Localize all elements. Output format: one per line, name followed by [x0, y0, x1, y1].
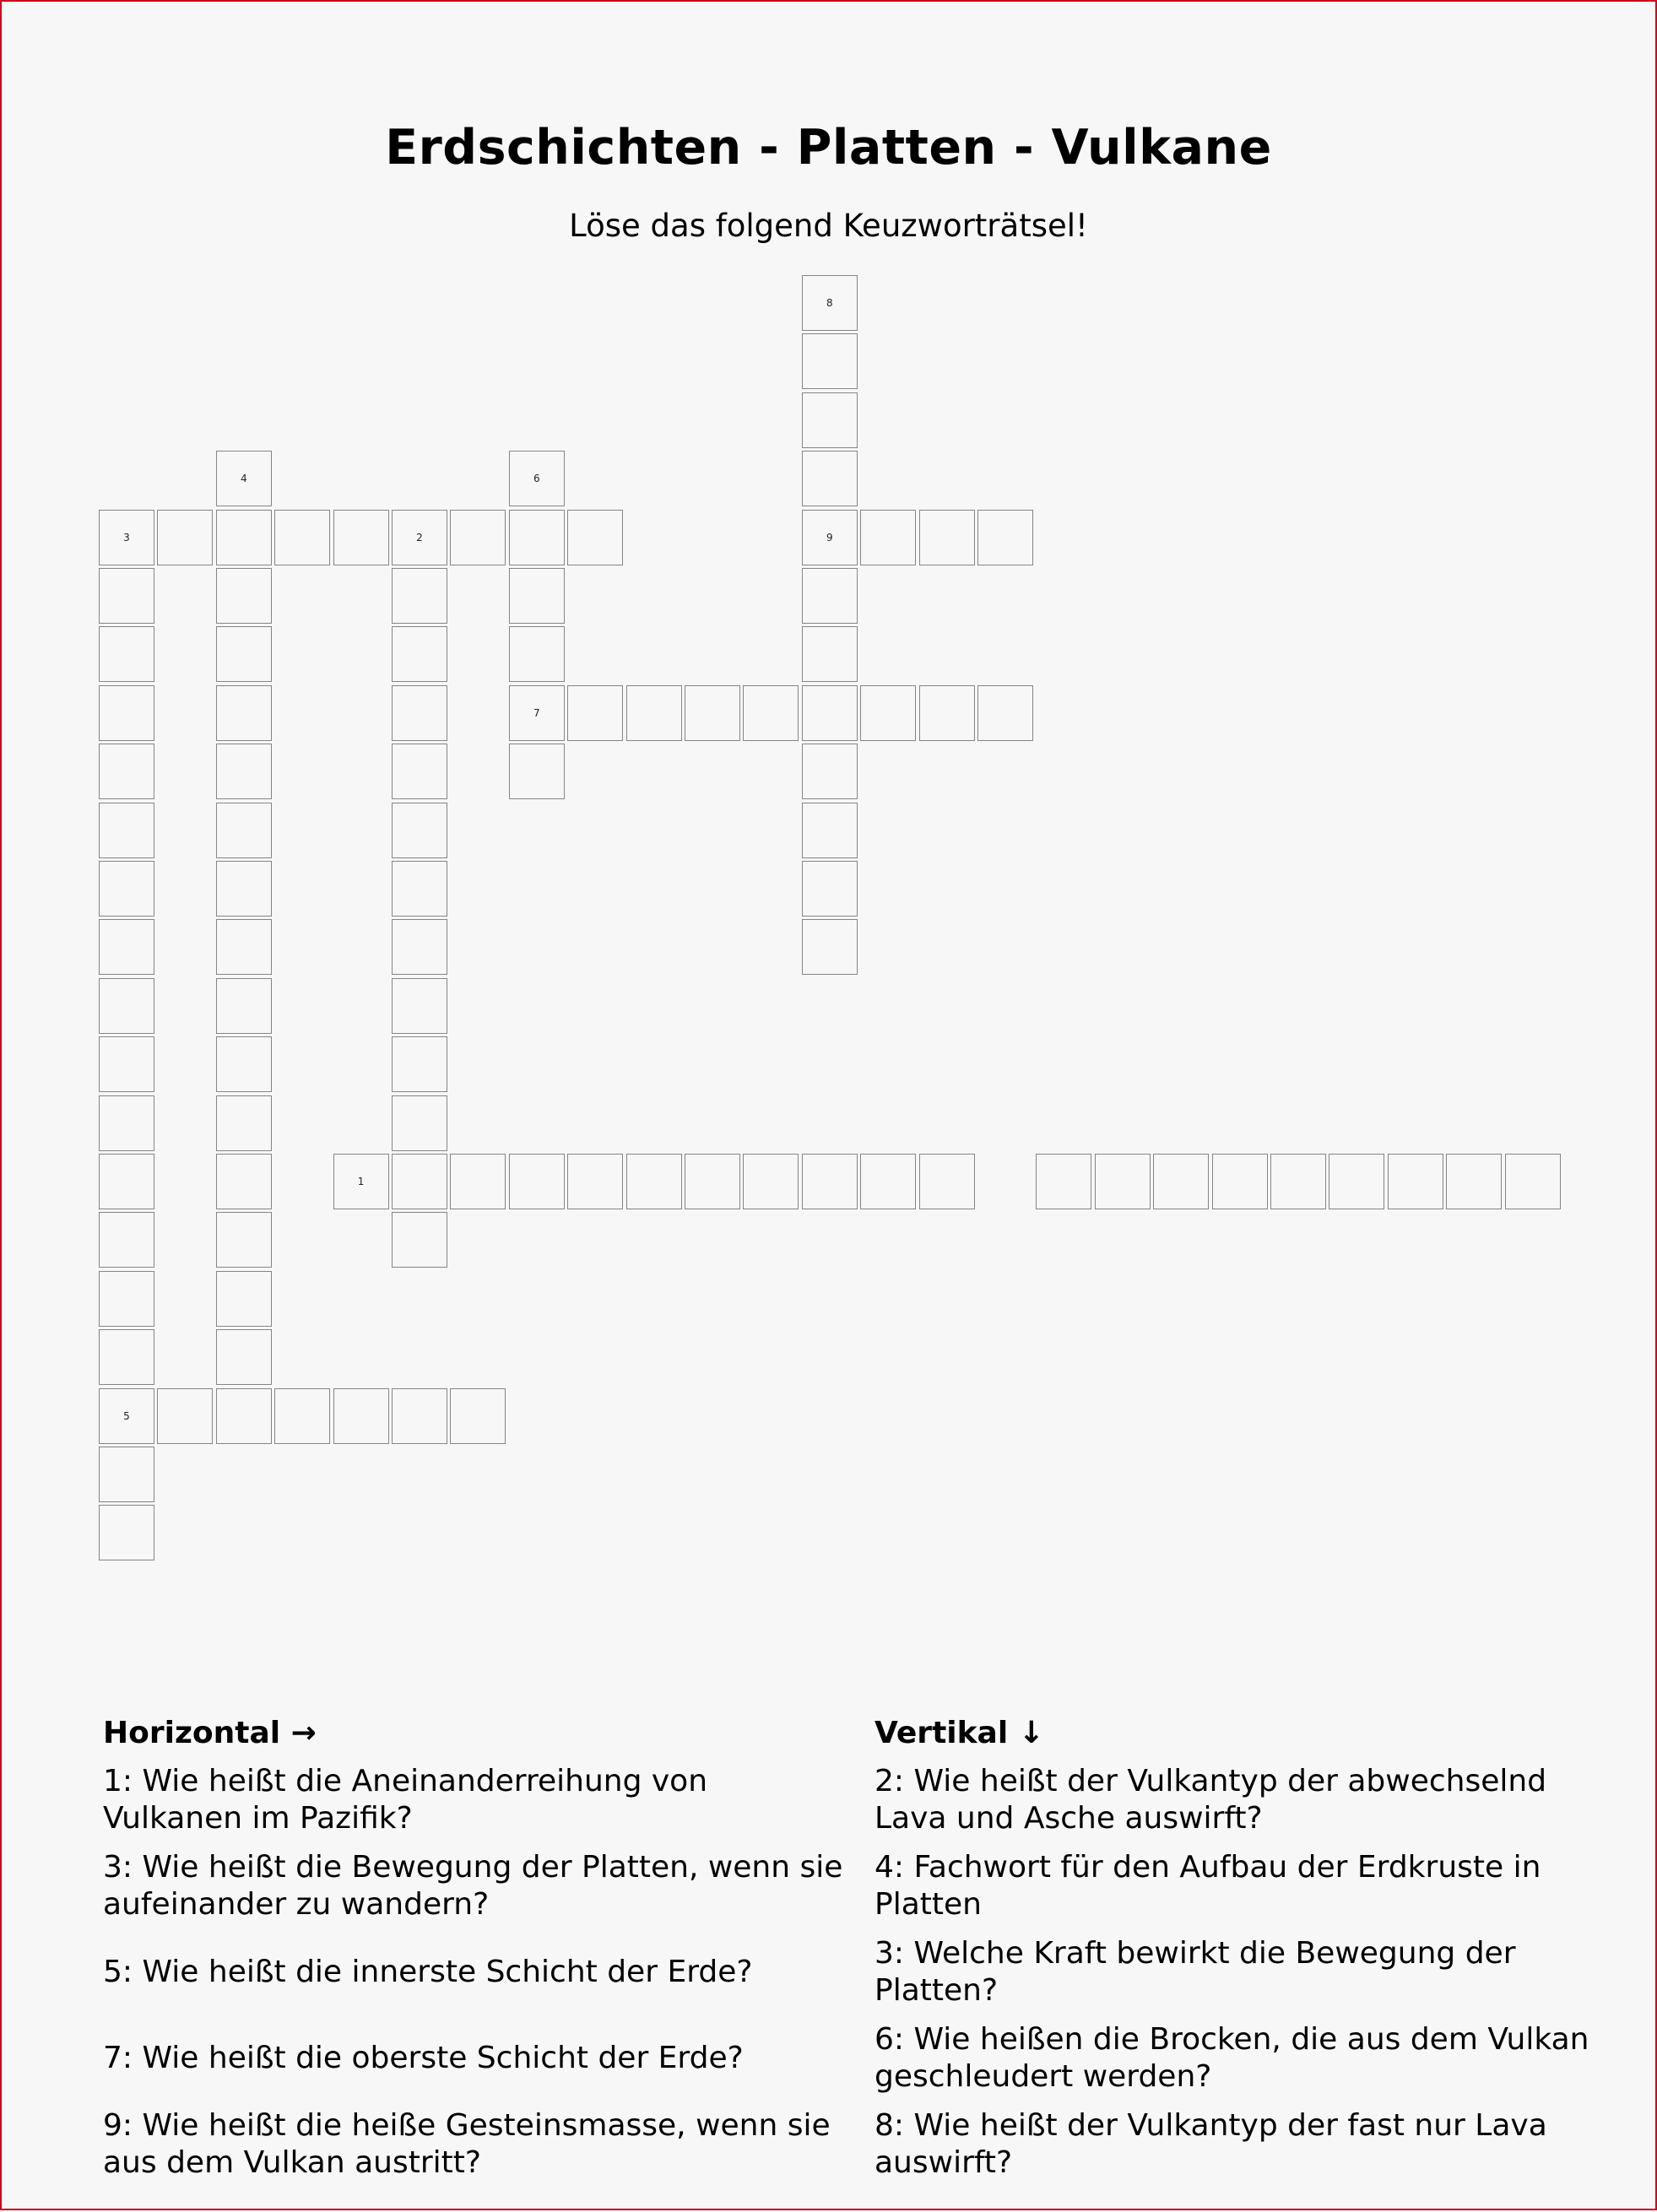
crossword-cell[interactable] [802, 510, 858, 565]
crossword-cell[interactable] [392, 803, 447, 858]
crossword-cell[interactable] [802, 275, 858, 331]
crossword-cell[interactable] [99, 919, 154, 975]
cell-number-8: 8 [826, 297, 833, 309]
crossword-cell[interactable] [802, 333, 858, 389]
crossword-cell[interactable] [685, 685, 740, 741]
crossword-cell[interactable] [99, 1447, 154, 1502]
crossword-cell[interactable] [1446, 1154, 1502, 1209]
clue-vertical-3: 3: Welche Kraft bewirkt die Bewegung der Platten? [875, 1936, 1516, 2008]
crossword-cell[interactable] [567, 1154, 623, 1209]
cell-number-7: 7 [533, 706, 540, 719]
crossword-cell[interactable] [392, 1212, 447, 1268]
crossword-cell[interactable] [509, 1154, 565, 1209]
crossword-cell[interactable] [99, 1271, 154, 1327]
crossword-cell[interactable] [216, 1329, 272, 1385]
crossword-cell[interactable] [216, 1271, 272, 1327]
crossword-cell[interactable] [802, 744, 858, 799]
crossword-cell[interactable] [157, 510, 213, 565]
clues-vertical [875, 1713, 1617, 2180]
crossword-cell[interactable] [1505, 1154, 1561, 1209]
clue-horizontal-3: 3: Wie heißt die Bewegung der Platten, wenn sie aufeinander zu wandern? [103, 1850, 843, 1922]
crossword-cell[interactable] [685, 1154, 740, 1209]
crossword-cell[interactable] [450, 1154, 506, 1209]
crossword-cell[interactable] [1388, 1154, 1443, 1209]
crossword-cell[interactable] [99, 510, 154, 565]
crossword-cell[interactable] [802, 1154, 858, 1209]
crossword-cell[interactable] [509, 510, 565, 565]
crossword-cell[interactable] [157, 1388, 213, 1444]
crossword-cell[interactable] [802, 803, 858, 858]
crossword-cell[interactable] [99, 1329, 154, 1385]
crossword-cell[interactable] [392, 919, 447, 975]
crossword-cell[interactable] [216, 1212, 272, 1268]
crossword-cell[interactable] [509, 744, 565, 799]
crossword-cell[interactable] [216, 861, 272, 917]
crossword-cell[interactable] [99, 861, 154, 917]
crossword-cell[interactable] [99, 1212, 154, 1268]
crossword-cell[interactable] [392, 568, 447, 624]
crossword-cell[interactable] [216, 685, 272, 741]
crossword-cell[interactable] [919, 1154, 975, 1209]
crossword-cell[interactable] [977, 685, 1033, 741]
crossword-cell[interactable] [99, 744, 154, 799]
crossword-cell[interactable] [802, 685, 858, 741]
crossword-cell[interactable] [216, 1095, 272, 1151]
crossword-cell[interactable] [99, 1505, 154, 1560]
crossword-cell[interactable] [1270, 1154, 1326, 1209]
crossword-cell[interactable] [216, 919, 272, 975]
crossword-cell[interactable] [802, 919, 858, 975]
crossword-cell[interactable] [216, 1388, 272, 1444]
crossword-cell[interactable] [1153, 1154, 1209, 1209]
cell-number-5: 5 [123, 1409, 130, 1422]
crossword-cell[interactable] [509, 568, 565, 624]
crossword-cell[interactable] [216, 626, 272, 682]
page-title: Erdschichten - Platten - Vulkane [385, 120, 1272, 176]
crossword-cell[interactable] [216, 1154, 272, 1209]
crossword-cell[interactable] [216, 510, 272, 565]
cell-number-1: 1 [357, 1176, 365, 1187]
clues-horizontal [103, 1713, 846, 2180]
crossword-cell[interactable] [567, 510, 623, 565]
crossword-cell[interactable] [392, 1095, 447, 1151]
crossword-cell[interactable] [1036, 1154, 1091, 1209]
crossword-cell[interactable] [802, 568, 858, 624]
crossword-cell[interactable] [802, 861, 858, 917]
clue-vertical-2: 2: Wie heißt der Vulkantyp der abwechselnd Lava und Asche auswirft? [875, 1764, 1547, 1836]
clue-horizontal-7: 7: Wie heißt die oberste Schicht der Erde? [103, 2041, 744, 2075]
crossword-cell[interactable] [99, 1388, 154, 1444]
crossword-cell[interactable] [333, 1154, 389, 1209]
crossword-cell[interactable] [977, 510, 1033, 565]
crossword-cell[interactable] [392, 1388, 447, 1444]
crossword-cell[interactable] [1212, 1154, 1268, 1209]
crossword-cell[interactable] [567, 685, 623, 741]
crossword-cell[interactable] [216, 1036, 272, 1092]
crossword-cell[interactable] [333, 510, 389, 565]
crossword-cell[interactable] [626, 1154, 682, 1209]
cell-number-6: 6 [533, 473, 540, 485]
crossword-cell[interactable] [802, 626, 858, 682]
crossword-cell[interactable] [919, 510, 975, 565]
crossword-cell[interactable] [392, 1154, 447, 1209]
crossword-cell[interactable] [1095, 1154, 1151, 1209]
crossword-cell[interactable] [509, 626, 565, 682]
crossword-cell[interactable] [392, 510, 447, 565]
horizontal-heading: Horizontal → [103, 1716, 317, 1750]
crossword-cell[interactable] [802, 392, 858, 448]
crossword-cell[interactable] [919, 685, 975, 741]
crossword-cell[interactable] [392, 978, 447, 1034]
clue-vertical-4: 4: Fachwort für den Aufbau der Erdkruste in Platten [875, 1850, 1541, 1922]
crossword-cell[interactable] [274, 1388, 330, 1444]
crossword-cell[interactable] [392, 861, 447, 917]
crossword-cell[interactable] [216, 803, 272, 858]
crossword-cell[interactable] [99, 1095, 154, 1151]
crossword-cell[interactable] [99, 685, 154, 741]
clue-horizontal-9: 9: Wie heißt die heiße Gesteinsmasse, wenn sie aus dem Vulkan austritt? [103, 2108, 831, 2180]
crossword-cell[interactable] [333, 1388, 389, 1444]
crossword-cell[interactable] [99, 626, 154, 682]
crossword-cell[interactable] [99, 1036, 154, 1092]
crossword-cell[interactable] [450, 510, 506, 565]
crossword-cell[interactable] [392, 626, 447, 682]
crossword-cell[interactable] [392, 744, 447, 799]
crossword-cell[interactable] [392, 685, 447, 741]
crossword-cell[interactable] [450, 1388, 506, 1444]
clue-vertical-6: 6: Wie heißen die Brocken, die aus dem Vulkan geschleudert werden? [875, 2022, 1589, 2094]
page-subtitle: Löse das folgend Keuzworträtsel! [569, 208, 1088, 244]
crossword-cell[interactable] [626, 685, 682, 741]
crossword-cell[interactable] [99, 978, 154, 1034]
vertical-heading: Vertikal ↓ [875, 1716, 1044, 1750]
cell-number-9: 9 [826, 531, 833, 544]
crossword-cell[interactable] [216, 978, 272, 1034]
crossword-cell[interactable] [1329, 1154, 1384, 1209]
crossword-cell[interactable] [216, 744, 272, 799]
crossword-cell[interactable] [802, 451, 858, 506]
crossword-cell[interactable] [274, 510, 330, 565]
crossword-cell[interactable] [860, 685, 916, 741]
cell-number-3: 3 [123, 531, 130, 544]
crossword-cell[interactable] [743, 685, 799, 741]
clue-vertical-8: 8: Wie heißt der Vulkantyp der fast nur Lava auswirft? [875, 2108, 1547, 2180]
crossword-cell[interactable] [99, 803, 154, 858]
crossword-cell[interactable] [860, 510, 916, 565]
crossword-cell[interactable] [509, 451, 565, 506]
clue-horizontal-1: 1: Wie heißt die Aneinanderreihung von Vulkanen im Pazifik? [103, 1764, 708, 1836]
clue-horizontal-5: 5: Wie heißt die innerste Schicht der Erde? [103, 1955, 753, 1989]
crossword-cell[interactable] [743, 1154, 799, 1209]
cell-number-2: 2 [416, 531, 423, 544]
cell-number-4: 4 [240, 473, 247, 485]
crossword-cell[interactable] [99, 1154, 154, 1209]
crossword-cell[interactable] [99, 568, 154, 624]
crossword-cell[interactable] [392, 1036, 447, 1092]
crossword-cell[interactable] [216, 451, 272, 506]
crossword-cell[interactable] [860, 1154, 916, 1209]
crossword-cell[interactable] [509, 685, 565, 741]
crossword-cell[interactable] [216, 568, 272, 624]
